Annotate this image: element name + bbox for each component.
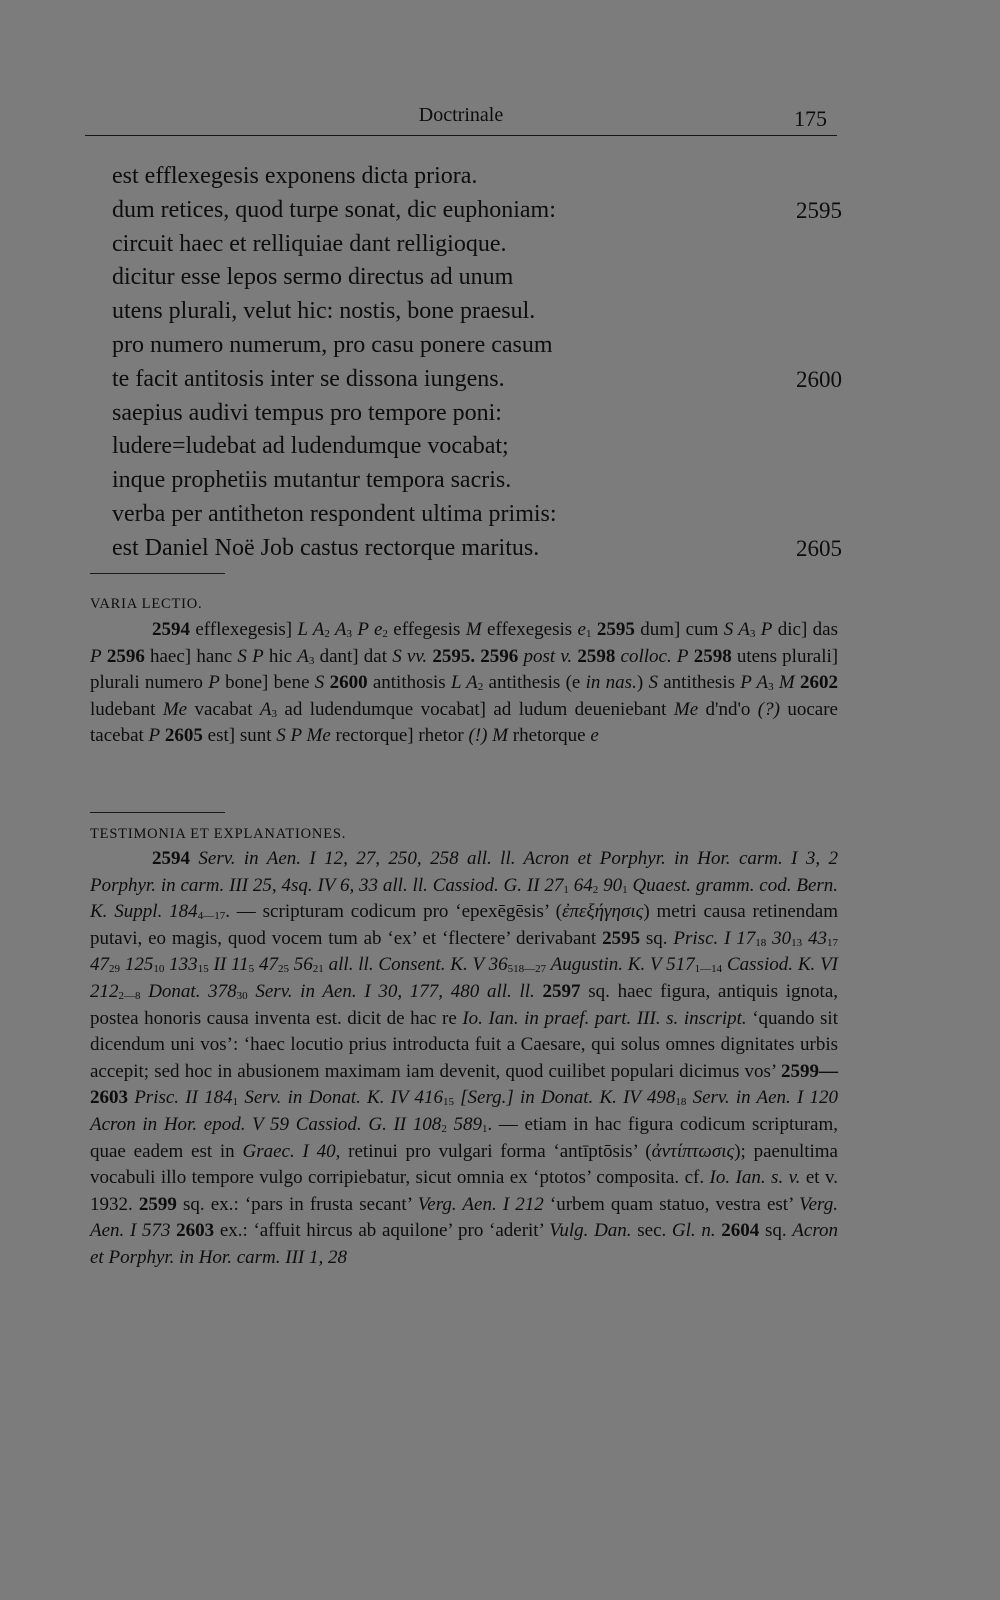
- citation-sub: 18—27: [513, 963, 547, 976]
- note-text: hic: [263, 645, 298, 667]
- citation-sub: 1: [481, 1122, 488, 1135]
- siglum: A: [297, 645, 309, 667]
- citation: Donat. 378: [140, 980, 237, 1002]
- siglum: P A: [740, 672, 769, 694]
- siglum: S vv.: [392, 645, 428, 667]
- verse-line: [112, 228, 842, 262]
- citation: Cassiod. K. VI 212: [90, 954, 839, 1002]
- siglum-sub: 2: [324, 628, 330, 640]
- siglum: S: [648, 672, 658, 694]
- verse-block: [112, 160, 842, 566]
- testimonia-paragraph: [90, 846, 838, 1272]
- citation: Gl. n.: [671, 1220, 716, 1242]
- verse-text: ludere=ludebat ad ludendumque vocabat;: [112, 433, 509, 460]
- siglum: A: [259, 698, 272, 720]
- siglum: S P: [237, 645, 264, 667]
- line-number: 2595: [796, 197, 842, 223]
- citation: 125: [120, 954, 154, 976]
- line-ref: 2598: [577, 645, 616, 667]
- siglum: (!) M: [468, 725, 509, 747]
- siglum: e: [577, 619, 586, 640]
- siglum: L A: [297, 619, 325, 640]
- citation: Prisc. I 17: [673, 927, 756, 949]
- siglum: M: [773, 672, 795, 694]
- note-text: et v. 1932.: [90, 1167, 838, 1215]
- note-text: sq.: [640, 927, 674, 949]
- citation: Vulg. Dan.: [549, 1220, 632, 1242]
- note-text: dic] das: [772, 619, 838, 640]
- line-number: 2605: [796, 535, 842, 561]
- header-rule: [85, 135, 837, 136]
- verse-text: te facit antitosis inter se dissona iungens.: [112, 365, 505, 392]
- note-text: dant] dat: [314, 645, 393, 667]
- siglum: Me: [162, 698, 188, 720]
- line-ref: 2599: [138, 1193, 177, 1215]
- siglum-sub: 2: [382, 628, 388, 640]
- note-text: sq.: [759, 1220, 793, 1242]
- line-ref: 2605: [164, 725, 203, 747]
- note-text: [535, 981, 543, 1002]
- line-number: 2600: [796, 366, 842, 392]
- citation-sub: 15: [197, 963, 209, 976]
- line-ref: 2602: [800, 672, 838, 694]
- line-ref: 2604: [721, 1220, 760, 1242]
- note-text: . — etiam in hac figura codicum scripturam, quae eadem est in: [90, 1113, 839, 1162]
- citation-sub: 13: [791, 936, 803, 949]
- line-ref: 2595: [596, 619, 635, 640]
- verse-line: [112, 160, 842, 194]
- citation-sub: 4—17: [197, 910, 226, 923]
- siglum-sub: 3: [271, 707, 278, 720]
- verse-line: [112, 464, 842, 498]
- siglum: (?): [757, 698, 780, 720]
- line-ref: 2599—2603: [90, 1060, 838, 1109]
- note-text: ad ludendumque vocabat] ad ludum deueniebant: [277, 698, 674, 720]
- citation: 47: [254, 954, 278, 976]
- note-text: vacabat: [187, 698, 260, 720]
- greek-term: ἀντίπτωσις: [651, 1140, 735, 1162]
- siglum: S: [314, 672, 325, 694]
- citation: Serv. in Aen. I 120 Acron in Hor. epod. V 59 Cassiod. G. II 108: [90, 1087, 839, 1135]
- citation: Io. Ian. s. v.: [709, 1167, 801, 1189]
- citation: Augustin. K. V 517: [546, 954, 695, 976]
- verse-line: [112, 295, 842, 329]
- line-ref: 2595: [602, 927, 641, 949]
- note-text: antithesis (e: [483, 672, 586, 694]
- citation: 64: [568, 874, 593, 896]
- siglum: e: [590, 725, 599, 747]
- citation: 30: [766, 927, 792, 949]
- citation: Prisc. II 184: [134, 1087, 233, 1109]
- citation-sub: 2—8: [118, 989, 141, 1002]
- citation: [Serg.] in Donat. K. IV 498: [453, 1087, 676, 1109]
- note-text: effegesis: [387, 619, 466, 640]
- verse-text: circuit haec et relliquiae dant relligioque.: [112, 230, 507, 257]
- section-rule: [90, 812, 225, 813]
- citation: Io. Ian. in praef. part. III. s. inscript.: [462, 1007, 747, 1029]
- citation-sub: 10: [153, 963, 165, 976]
- citation: 589: [446, 1113, 482, 1135]
- note-text: uocare tacebat: [90, 698, 838, 747]
- note-text: . — scripturam codicum pro ‘epexēgēsis’ (: [225, 901, 562, 923]
- citation: Graec. I 40,: [242, 1140, 341, 1162]
- siglum-sub: 3: [346, 628, 352, 640]
- citation-sub: 2: [441, 1122, 447, 1135]
- citation-sub: 29: [109, 963, 120, 976]
- line-ref: 2598: [693, 645, 732, 667]
- citation: 43: [802, 927, 828, 949]
- line-ref: 2595. 2596: [432, 645, 519, 667]
- verse-text: pro numero numerum, pro casu ponere casum: [112, 331, 553, 358]
- running-title: Doctrinale: [418, 104, 504, 126]
- citation-sub: 21: [312, 963, 324, 976]
- note-text: utens plurali] plurali numero: [90, 645, 839, 694]
- verse-line: [112, 430, 842, 464]
- verse-text: est efflexegesis exponens dicta priora.: [112, 163, 478, 189]
- note-text: sq. haec figura, antiquis ignota, postea honoris causa inventa est. dicit de hac re: [90, 980, 839, 1029]
- line-ref: 2594: [152, 848, 190, 869]
- citation: Serv. in Aen. I 12, 27, 250, 258 all. ll. Acron et Porphyr. in Hor. carm. I 3, 2 Porphyr. in carm. III 25, 4sq. IV 6, 33 all. ll. Cassiod. G. II 27: [90, 848, 839, 896]
- line-ref: 2603: [176, 1220, 215, 1242]
- siglum: S P Me: [276, 725, 331, 747]
- citation: 56: [288, 954, 313, 976]
- note-text: ) metri causa retinendam putavi, eo magis, quod vocem tum ab ‘ex’ et ‘flectere’ derivabant: [90, 901, 838, 949]
- verse-line: [112, 363, 842, 397]
- verse-line: [112, 329, 842, 363]
- citation: Quaest. gramm. cod. Bern. K. Suppl. 184: [90, 874, 839, 923]
- line-ref: 2600: [329, 672, 368, 694]
- testimonia-notes: [90, 846, 838, 1272]
- note-text: ‘urbem quam statuo, vestra est’: [543, 1193, 800, 1215]
- citation: II 11: [208, 954, 249, 976]
- citation: 90: [598, 874, 623, 896]
- varia-lectio-paragraph: [90, 617, 838, 750]
- citation-sub: 1—14: [694, 963, 723, 976]
- citation-sub: 5: [507, 963, 514, 976]
- citation: Serv. in Aen. I 30, 177, 480 all. ll.: [247, 980, 535, 1002]
- citation-sub: 1: [232, 1096, 239, 1109]
- siglum: S A: [723, 619, 750, 640]
- verse-line: [112, 261, 842, 295]
- citation-sub: 30: [236, 989, 248, 1002]
- citation-sub: 15: [442, 1096, 454, 1109]
- running-header: [85, 100, 837, 134]
- note-text: efflexegesis]: [190, 619, 298, 640]
- note-text: sec.: [631, 1220, 672, 1242]
- note-text: ); paenultima vocabuli illo tempore vulgo corripiebatur, sicut omnia ex ‘ptotos’ composita. cf.: [90, 1140, 838, 1189]
- verse-line: [112, 397, 842, 431]
- siglum: P: [90, 645, 102, 667]
- citation: Serv. in Donat. K. IV 416: [238, 1087, 443, 1109]
- siglum: P: [208, 672, 220, 694]
- verse-text: inque prophetiis mutantur tempora sacris.: [112, 467, 512, 494]
- citation: Verg. Aen. I 573: [90, 1193, 838, 1242]
- citation: Verg. Aen. I 212: [417, 1193, 544, 1215]
- note-text: haec] hanc: [144, 645, 238, 667]
- citation: 133: [164, 954, 198, 976]
- citation-sub: 2: [592, 883, 599, 896]
- siglum-sub: 3: [749, 628, 756, 640]
- siglum-sub: 2: [477, 681, 484, 694]
- note-text: bone] bene: [219, 672, 315, 694]
- siglum: post v.: [523, 645, 573, 667]
- verse-line: [112, 532, 842, 566]
- citation-sub: 1: [622, 883, 628, 896]
- note-text: est] sunt: [202, 725, 277, 747]
- siglum: in nas.: [585, 672, 637, 694]
- line-ref: 2596: [106, 645, 145, 667]
- greek-term: ἐπεξήγησις: [562, 901, 644, 923]
- siglum: M: [465, 619, 482, 640]
- line-ref: 2597: [542, 980, 581, 1002]
- note-text: ludebant: [90, 698, 163, 720]
- citation-sub: 25: [277, 963, 289, 976]
- verse-text: saepius audivi tempus pro tempore poni:: [112, 399, 502, 426]
- verse-line: [112, 194, 842, 228]
- citation-sub: 18: [755, 936, 767, 949]
- page-number: 175: [794, 106, 827, 131]
- citation-sub: 17: [827, 936, 839, 949]
- siglum: P: [755, 619, 773, 640]
- note-text: antithesis: [657, 672, 741, 694]
- varia-lectio-heading: VARIA LECTIO.: [90, 596, 203, 612]
- siglum: P: [148, 725, 161, 747]
- note-text: ex.: ‘affuit hircus ab aquilone’ pro ‘aderit’: [214, 1220, 550, 1242]
- note-text: ‘quando sit dicendum uni vos’: ‘haec locutio prius introducta fuit a Caesare, qui solus omnes dignitates urbis accepit; sed hoc in abusionem maximam iam devenit, quod cuilibet populari dicimus vos’: [90, 1007, 838, 1082]
- citation-sub: 1: [563, 883, 569, 896]
- verse-text: utens plurali, velut hic: nostis, bone praesul.: [112, 298, 536, 325]
- siglum: Me: [673, 698, 699, 720]
- citation-sub: 5: [248, 963, 255, 976]
- note-text: d'nd'o: [698, 698, 758, 720]
- siglum: A: [329, 619, 347, 640]
- siglum: P e: [351, 619, 383, 640]
- note-text: antithosis: [367, 672, 451, 694]
- citation-sub: 18: [675, 1096, 687, 1109]
- note-text: retinui pro vulgari forma ‘antīptōsis’ (: [340, 1140, 652, 1162]
- verse-line: [112, 498, 842, 532]
- varia-lectio-notes: [90, 617, 838, 750]
- verse-text: est Daniel Noë Job castus rectorque maritus.: [112, 534, 540, 561]
- note-text: sq. ex.: ‘pars in frusta secant’: [176, 1193, 418, 1215]
- note-text: ): [636, 672, 649, 694]
- citation: 47: [90, 954, 109, 976]
- testimonia-heading: TESTIMONIA ET EXPLANATIONES.: [90, 826, 347, 842]
- siglum-sub: 3: [768, 681, 774, 694]
- citation: all. ll. Consent. K. V 36: [323, 954, 508, 976]
- citation: Acron et Porphyr. in Hor. carm. III 1, 28: [90, 1220, 839, 1268]
- section-rule: [90, 573, 225, 574]
- siglum: L A: [450, 672, 478, 694]
- siglum-sub: 1: [585, 628, 592, 640]
- verse-text: verba per antitheton respondent ultima primis:: [112, 500, 557, 527]
- siglum-sub: 3: [308, 654, 315, 667]
- note-text: rectorque] rhetor: [330, 725, 469, 747]
- note-text: rhetorque: [508, 725, 591, 747]
- note-text: dum] cum: [634, 619, 724, 640]
- line-ref: 2594: [152, 619, 190, 640]
- note-text: effexegesis: [481, 619, 578, 640]
- siglum: colloc. P: [620, 645, 689, 667]
- verse-text: dicitur esse lepos sermo directus ad unum: [112, 264, 514, 291]
- verse-text: dum retices, quod turpe sonat, dic euphoniam:: [112, 196, 556, 223]
